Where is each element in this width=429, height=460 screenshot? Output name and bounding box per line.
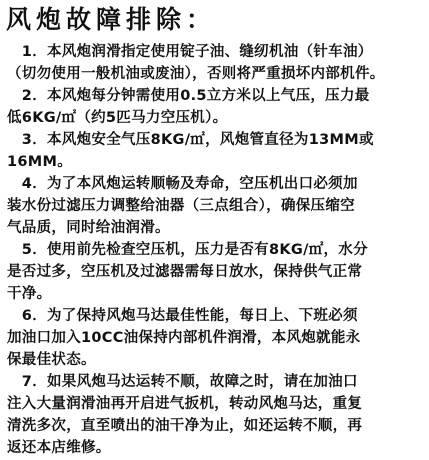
text-line: 3．本风炮安全气压8KG/㎡，风炮管直径为13MM或 [7,132,374,148]
text-line: 2．本风炮每分钟需使用0.5立方米以上气压，压力最 [7,88,370,104]
text-line: 加油口加入10CC油保持内部机件润滑，本风炮就能永 [7,330,361,346]
text-line: （切勿使用一般机油或废油），否则将严重损坏内部机件。 [7,66,385,82]
text-line: 返还本店维修。 [7,440,111,456]
text-line: 16MM。 [7,154,73,170]
text-line: 是否过多，空压机及过滤器需每日放水，保持供气正常 [7,264,363,280]
text-line: 清洗多次，直至喷出的油干净为止，如还运转不顺，再 [7,418,363,434]
text-line: 气品质，同时给油润滑。 [7,220,170,236]
text-line: 保最佳状态。 [7,352,96,368]
text-line: 7．如果风炮马达运转不顺，故障之时，请在加油口 [7,374,358,390]
text-line: 1．本风炮润滑指定使用锭子油、缝纫机油（针车油） [7,44,373,60]
text-line: 4．为了本风炮运转顺畅及寿命，空压机出口必须加 [7,176,358,192]
text-line: 5．使用前先检查空压机，压力是否有8KG/㎡，水分 [7,242,368,258]
text-line: 装水份过滤压力调整给油器（三点组合），确保压缩空 [7,198,355,214]
text-line: 低6KG/㎡（约5匹马力空压机）。 [7,110,228,126]
text-line: 干净。 [7,286,52,302]
text-line: 6．为了保持风炮马达最佳性能，每日上、下班必须 [7,308,358,324]
page-title: 风炮故障排除： [6,5,217,34]
text-line: 注入大量润滑油再开启进气扳机，转动风炮马达，重复 [7,396,363,412]
